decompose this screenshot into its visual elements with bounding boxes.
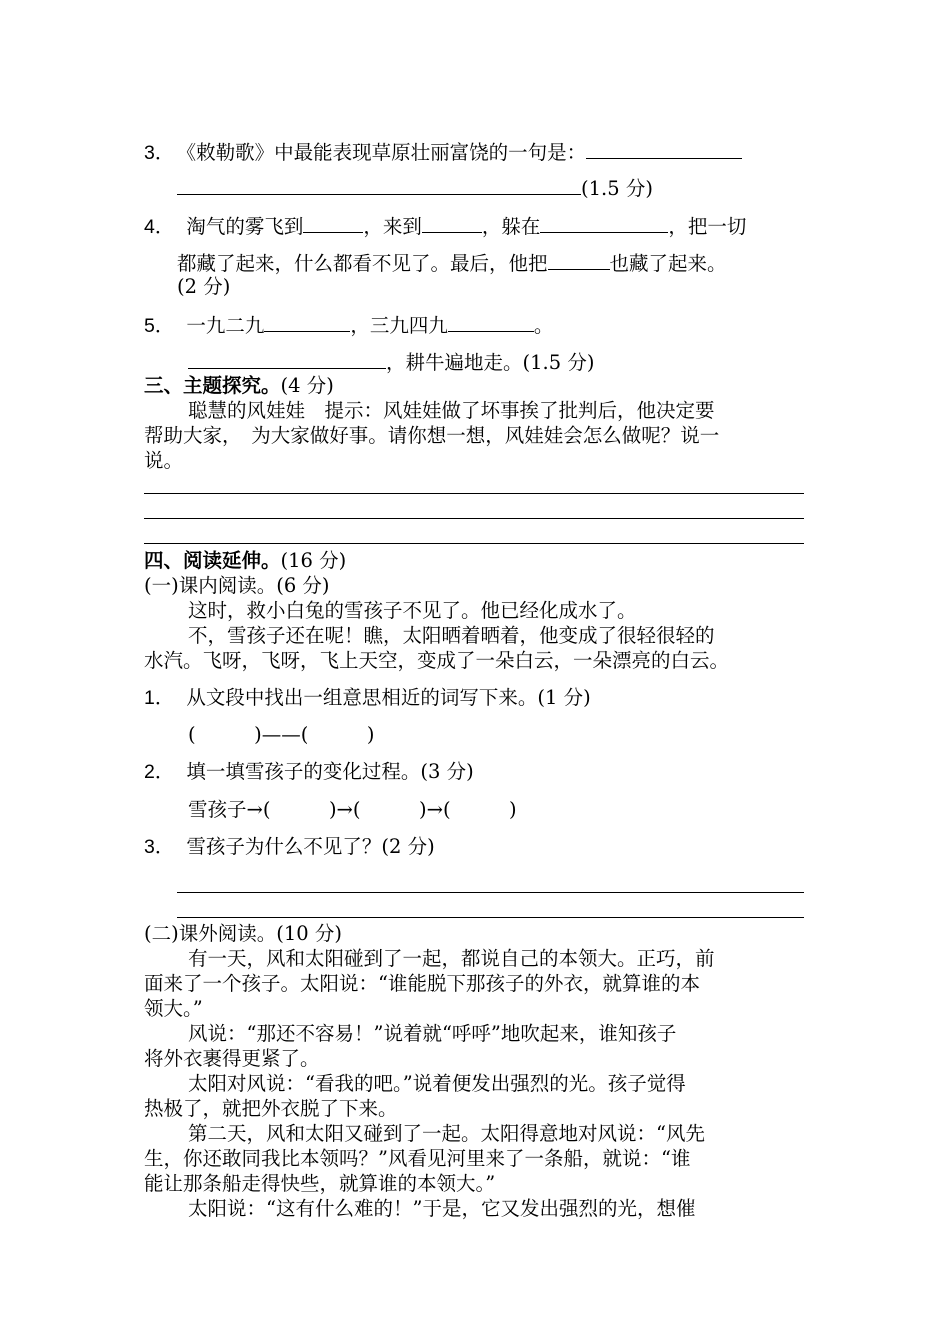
question-number: 3． xyxy=(144,142,175,164)
answer-blank[interactable] xyxy=(422,212,482,233)
passage-line: 太阳对风说：“看我的吧。”说着便发出强烈的光。孩子觉得 xyxy=(188,1072,686,1095)
section-title: 四、阅读延伸。 xyxy=(144,549,281,572)
answer-blank[interactable] xyxy=(303,212,363,233)
answer-brackets[interactable]: ( )——( ) xyxy=(188,723,375,746)
question-text: 。 xyxy=(533,314,554,337)
section-4-heading xyxy=(144,548,346,574)
passage-line: 能让那条船走得快些，就算谁的本领大。” xyxy=(144,1172,496,1195)
question-text: ，来到 xyxy=(363,215,422,238)
answer-blank[interactable] xyxy=(540,212,668,233)
question-number: 4． xyxy=(144,216,175,238)
question-text: ，躲在 xyxy=(481,215,541,238)
answer-blank[interactable] xyxy=(264,311,350,332)
subsection-title: (一)课内阅读。(6 分) xyxy=(144,574,330,597)
question-5-line-2 xyxy=(188,348,594,376)
passage-line: 将外衣裹得更紧了。 xyxy=(144,1047,320,1070)
section-3-heading xyxy=(144,373,334,399)
reading-question-1 xyxy=(144,685,591,711)
question-score: (2 分) xyxy=(177,275,231,298)
reading-question-2 xyxy=(144,759,474,785)
passage-line: 水汽。飞呀，飞呀，飞上天空，变成了一朵白云，一朵漂亮的白云。 xyxy=(144,649,730,672)
answer-blank[interactable] xyxy=(586,138,742,159)
passage-line: 不，雪孩子还在呢！瞧，太阳晒着晒着，他变成了很轻很轻的 xyxy=(188,624,715,647)
question-text: 都藏了起来，什么都看不见了。最后，他把 xyxy=(177,252,548,275)
passage-line: 有一天，风和太阳碰到了一起，都说自己的本领大。正巧，前 xyxy=(188,947,715,970)
answer-line[interactable] xyxy=(177,892,804,893)
question-4 xyxy=(144,212,746,240)
subsection-title: (二)课外阅读。(10 分) xyxy=(144,922,342,945)
question-number: 3． xyxy=(144,836,175,858)
passage-line: 第二天，风和太阳又碰到了一起。太阳得意地对风说：“风先 xyxy=(188,1122,705,1145)
question-text: ，耕牛遍地走。(1.5 分) xyxy=(386,351,595,374)
question-text: ，三九四九 xyxy=(350,314,448,337)
answer-blank[interactable] xyxy=(177,174,581,195)
question-3 xyxy=(144,138,742,166)
answer-line[interactable] xyxy=(144,543,804,544)
question-text: 从文段中找出一组意思相近的词写下来。(1 分) xyxy=(186,686,591,709)
question-4-line-2 xyxy=(177,249,727,277)
question-text: 雪孩子为什么不见了？(2 分) xyxy=(186,835,435,858)
prompt-line: 帮助大家， 为大家做好事。请你想一想，风娃娃会怎么做呢？说一 xyxy=(144,424,720,447)
answer-line[interactable] xyxy=(177,917,804,918)
prompt-line: 说。 xyxy=(144,449,184,472)
answer-blank[interactable] xyxy=(188,348,386,369)
answer-line[interactable] xyxy=(144,518,804,519)
question-text: 一九二九 xyxy=(186,314,265,337)
section-score: (4 分) xyxy=(280,374,334,397)
answer-line[interactable] xyxy=(144,493,804,494)
prompt-line: 聪慧的风娃娃 提示：风娃娃做了坏事挨了批判后，他决定要 xyxy=(188,399,715,422)
answer-blank[interactable] xyxy=(548,249,610,270)
question-number: 1． xyxy=(144,687,175,709)
section-score: (16 分) xyxy=(280,549,347,572)
question-text: 填一填雪孩子的变化过程。(3 分) xyxy=(186,760,474,783)
question-text: 《敕勒歌》中最能表现草原壮丽富饶的一句是： xyxy=(186,141,587,164)
reading-question-3 xyxy=(144,834,435,860)
question-number: 5． xyxy=(144,315,175,337)
passage-line: 生，你还敢同我比本领吗？”风看见河里来了一条船，就说：“谁 xyxy=(144,1147,691,1170)
question-score: (1.5 分) xyxy=(581,177,653,200)
question-text: ，把一切 xyxy=(668,215,747,238)
passage-line: 这时，救小白兔的雪孩子不见了。他已经化成水了。 xyxy=(188,599,637,622)
passage-line: 领大。” xyxy=(144,997,203,1020)
question-number: 2． xyxy=(144,761,175,783)
answer-blank[interactable] xyxy=(448,311,534,332)
question-5 xyxy=(144,311,553,339)
passage-line: 太阳说：“这有什么难的！”于是，它又发出强烈的光，想催 xyxy=(188,1197,696,1220)
question-3-line-2 xyxy=(177,174,653,202)
section-title: 三、主题探究。 xyxy=(144,374,281,397)
passage-line: 面来了一个孩子。太阳说：“谁能脱下那孩子的外衣，就算谁的本 xyxy=(144,972,700,995)
question-text: 淘气的雾飞到 xyxy=(186,215,304,238)
answer-brackets[interactable]: 雪孩子→( )→( )→( ) xyxy=(188,798,517,821)
question-text: 也藏了起来。 xyxy=(609,252,727,275)
passage-line: 风说：“那还不容易！”说着就“呼呼”地吹起来，谁知孩子 xyxy=(188,1022,677,1045)
passage-line: 热极了，就把外衣脱了下来。 xyxy=(144,1097,398,1120)
